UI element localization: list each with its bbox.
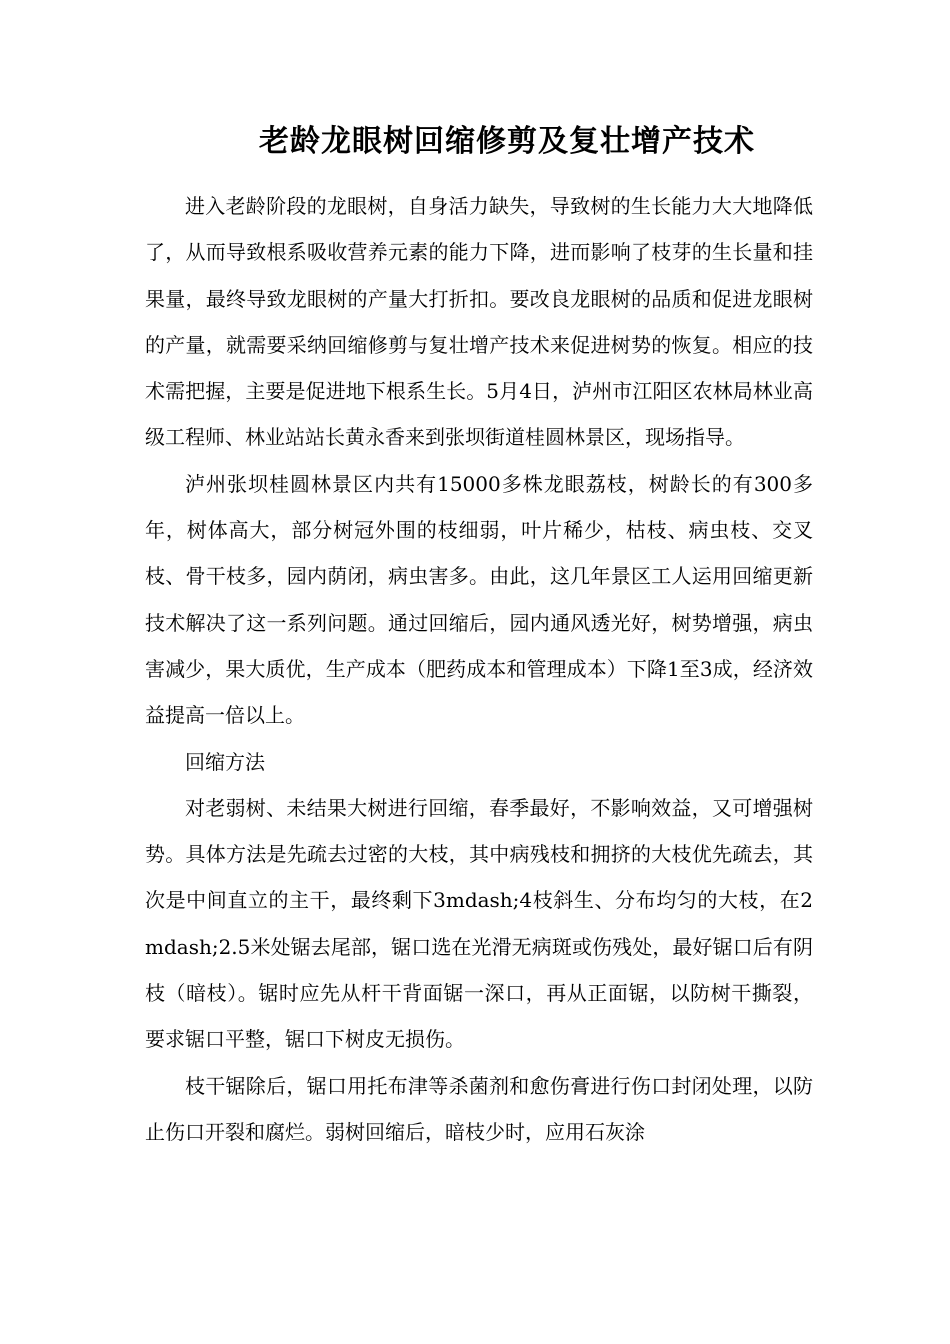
paragraph-scenic-area: 泸州张坝桂圆林景区内共有15000多株龙眼荔枝，树龄长的有300多年，树体高大，部分树冠外围的枝细弱，叶片稀少，枯枝、病虫枝、交叉枝、骨干枝多，园内荫闭，病虫害多。由此，这几年景区工人运用回缩更新技术解决了这一系列问题。通过回缩后，园内通风透光好，树势增强，病虫害减少，果大质优，生产成本（肥药成本和管理成本）下降1至3成，经济效益提高一倍以上。 bbox=[145, 471, 813, 728]
section-heading-method: 回缩方法 bbox=[185, 749, 265, 774]
document-body bbox=[145, 183, 813, 1155]
paragraph-method: 对老弱树、未结果大树进行回缩，春季最好，不影响效益，又可增强树势。具体方法是先疏去过密的大枝，其中病残枝和拥挤的大枝优先疏去，其次是中间直立的主干，最终剩下3mdash;4枝斜生、分布均匀的大枝，在2mdash;2.5米处锯去尾部，锯口选在光滑无病斑或伤残处，最好锯口后有阴枝（暗枝）。锯时应先从杆干背面锯一深口，再从正面锯，以防树干撕裂，要求锯口平整，锯口下树皮无损伤。 bbox=[145, 795, 813, 1052]
paragraph-wound-treatment: 枝干锯除后，锯口用托布津等杀菌剂和愈伤膏进行伤口封闭处理，以防止伤口开裂和腐烂。弱树回缩后，暗枝少时，应用石灰涂 bbox=[145, 1073, 813, 1144]
paragraph-intro: 进入老龄阶段的龙眼树，自身活力缺失，导致树的生长能力大大地降低了，从而导致根系吸收营养元素的能力下降，进而影响了枝芽的生长量和挂果量，最终导致龙眼树的产量大打折扣。要改良龙眼树的品质和促进龙眼树的产量，就需要采纳回缩修剪与复壮增产技术来促进树势的恢复。相应的技术需把握，主要是促进地下根系生长。5月4日，泸州市江阳区农林局林业高级工程师、林业站站长黄永香来到张坝街道桂圆林景区，现场指导。 bbox=[145, 194, 813, 450]
document-title: 老龄龙眼树回缩修剪及复壮增产技术 bbox=[259, 124, 755, 159]
